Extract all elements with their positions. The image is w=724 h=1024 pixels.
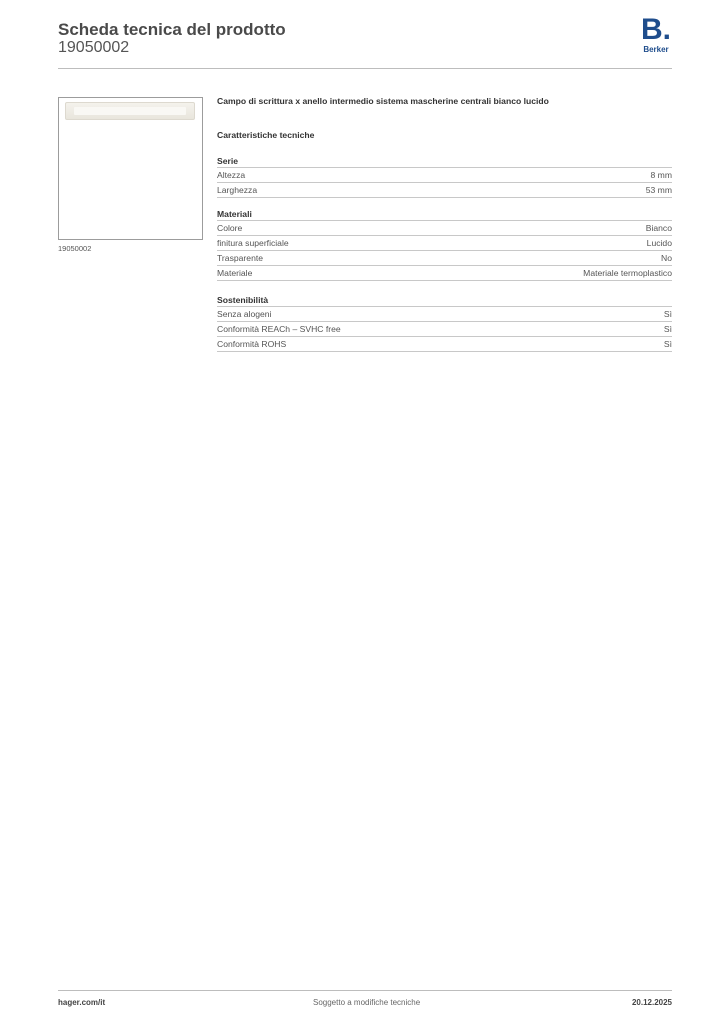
spec-value: Bianco bbox=[645, 223, 672, 233]
footer-divider bbox=[58, 990, 672, 991]
section-title: Sostenibilità bbox=[217, 295, 672, 307]
spec-label: Larghezza bbox=[217, 185, 258, 195]
spec-label: Altezza bbox=[217, 170, 246, 180]
spec-value: Sì bbox=[663, 309, 672, 319]
footer-website[interactable]: hager.com/it bbox=[58, 998, 106, 1007]
spec-value: Lucido bbox=[646, 238, 672, 248]
logo-mark: B. bbox=[641, 13, 671, 46]
spec-row bbox=[217, 322, 672, 337]
spec-row bbox=[217, 183, 672, 198]
image-caption: 19050002 bbox=[58, 244, 92, 253]
spec-row bbox=[217, 307, 672, 322]
product-image-frame bbox=[58, 97, 203, 240]
section-title: Materiali bbox=[217, 209, 672, 221]
spec-label: Materiale bbox=[217, 268, 253, 278]
spec-row bbox=[217, 337, 672, 352]
section-title: Serie bbox=[217, 156, 672, 168]
spec-section-sostenibilita bbox=[217, 295, 672, 352]
spec-value: Materiale termoplastico bbox=[583, 268, 672, 278]
spec-label: Conformità REACh – SVHC free bbox=[217, 324, 341, 334]
spec-label: finitura superficiale bbox=[217, 238, 289, 248]
spec-content bbox=[217, 96, 672, 352]
spec-row bbox=[217, 266, 672, 281]
page-title: Scheda tecnica del prodotto bbox=[58, 20, 286, 39]
spec-section-materiali bbox=[217, 209, 672, 281]
spec-value: Sì bbox=[663, 324, 672, 334]
product-image bbox=[65, 102, 195, 120]
spec-row bbox=[217, 236, 672, 251]
logo-text: Berker bbox=[643, 45, 669, 54]
footer-date: 20.12.2025 bbox=[631, 998, 672, 1007]
product-code: 19050002 bbox=[58, 39, 130, 56]
spec-label: Colore bbox=[217, 223, 243, 233]
spec-label: Senza alogeni bbox=[217, 309, 272, 319]
spec-row bbox=[217, 251, 672, 266]
product-title: Campo di scrittura x anello intermedio sistema mascherine centrali bianco lucido bbox=[217, 96, 549, 106]
header-divider bbox=[58, 68, 672, 69]
spec-value: 8 mm bbox=[650, 170, 672, 180]
spec-value: No bbox=[661, 253, 672, 263]
spec-value: Sì bbox=[663, 339, 672, 349]
specs-heading: Caratteristiche tecniche bbox=[217, 130, 315, 140]
spec-value: 53 mm bbox=[645, 185, 672, 195]
spec-label: Trasparente bbox=[217, 253, 264, 263]
spec-row bbox=[217, 168, 672, 183]
product-image-inner bbox=[74, 107, 186, 115]
footer-note: Soggetto a modifiche tecniche bbox=[313, 998, 421, 1007]
spec-label: Conformità ROHS bbox=[217, 339, 287, 349]
berker-logo bbox=[638, 13, 674, 54]
spec-row bbox=[217, 221, 672, 236]
spec-section-serie bbox=[217, 156, 672, 198]
